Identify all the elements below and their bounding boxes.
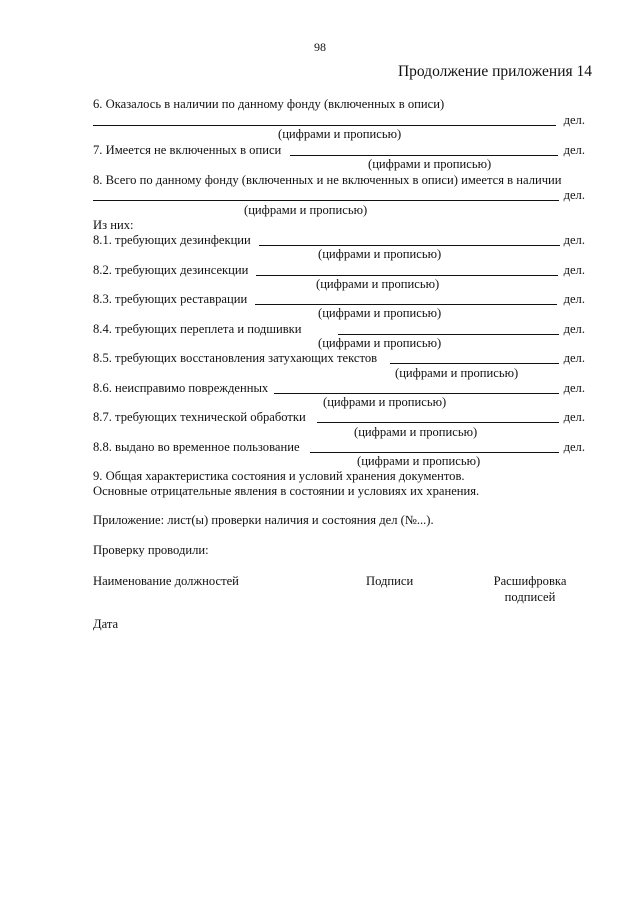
date-label: Дата (93, 617, 119, 631)
item-8-6-label: 8.6. неисправимо поврежденных (93, 381, 269, 395)
item-8-5-field[interactable] (93, 351, 585, 366)
item-8-7-fill-line[interactable] (317, 422, 559, 423)
item-8-7-field[interactable] (93, 410, 585, 425)
column-decoding-line-2: подписей (504, 590, 556, 604)
item-8-2-unit: дел. (563, 263, 585, 277)
item-8-3-field[interactable] (93, 292, 585, 307)
item-8-field[interactable] (93, 188, 585, 203)
item-8-1-field[interactable] (93, 233, 585, 248)
item-8-5-fill-line[interactable] (390, 363, 559, 364)
item-8-hint: (цифрами и прописью) (244, 203, 368, 217)
checked-by-label: Проверку проводили: (93, 543, 209, 557)
item-6-unit: дел. (563, 113, 585, 127)
item-7-fill-line[interactable] (290, 155, 558, 156)
item-8-7-unit: дел. (563, 410, 585, 424)
attachment-note: Приложение: лист(ы) проверки наличия и состояния дел (№...). (93, 513, 434, 527)
item-8-1-fill-line[interactable] (259, 245, 560, 246)
item-9-line-2: Основные отрицательные явления в состоянии и условиях их хранения. (93, 484, 480, 498)
item-8-4-fill-line[interactable] (338, 334, 559, 335)
item-7-field[interactable] (93, 143, 585, 158)
item-6-hint: (цифрами и прописью) (278, 127, 402, 141)
item-8-1-label: 8.1. требующих дезинфекции (93, 233, 251, 247)
item-6-fill-line[interactable] (93, 125, 556, 126)
item-7-unit: дел. (563, 143, 585, 157)
item-7-label: 7. Имеется не включенных в описи (93, 143, 282, 157)
item-8-4-hint: (цифрами и прописью) (318, 336, 442, 350)
column-decoding (476, 573, 584, 605)
item-9-line-1: 9. Общая характеристика состояния и условий хранения документов. (93, 469, 465, 483)
item-8-8-unit: дел. (563, 440, 585, 454)
item-8-2-fill-line[interactable] (256, 275, 558, 276)
item-7-hint: (цифрами и прописью) (368, 157, 492, 171)
item-8-2-hint: (цифрами и прописью) (316, 277, 440, 291)
item-8-7-label: 8.7. требующих технической обработки (93, 410, 306, 424)
item-8-8-fill-line[interactable] (310, 452, 559, 453)
item-8-8-label: 8.8. выдано во временное пользование (93, 440, 300, 454)
item-8-7-hint: (цифрами и прописью) (354, 425, 478, 439)
item-8-4-field[interactable] (93, 322, 585, 337)
item-8-1-unit: дел. (563, 233, 585, 247)
item-8-2-field[interactable] (93, 263, 585, 278)
item-8-3-label: 8.3. требующих реставрации (93, 292, 248, 306)
column-signatures: Подписи (366, 574, 414, 588)
item-8-3-fill-line[interactable] (255, 304, 557, 305)
item-8-6-hint: (цифрами и прописью) (323, 395, 447, 409)
item-6-label: 6. Оказалось в наличии по данному фонду (включенных в описи) (93, 97, 445, 111)
document-heading: Продолжение приложения 14 (397, 63, 592, 80)
column-decoding-line-1: Расшифровка (493, 574, 567, 588)
item-8-5-unit: дел. (563, 351, 585, 365)
item-8-4-label: 8.4. требующих переплета и подшивки (93, 322, 302, 336)
item-8-label: 8. Всего по данному фонду (включенных и не включенных в описи) имеется в наличии (93, 173, 562, 187)
item-8-fill-line[interactable] (93, 200, 559, 201)
item-8-5-label: 8.5. требующих восстановления затухающих текстов (93, 351, 378, 365)
column-positions: Наименование должностей (93, 574, 239, 588)
item-8-3-unit: дел. (563, 292, 585, 306)
item-8-6-unit: дел. (563, 381, 585, 395)
item-8-3-hint: (цифрами и прописью) (318, 306, 442, 320)
page-number: 98 (314, 40, 326, 54)
item-8-2-label: 8.2. требующих дезинсекции (93, 263, 249, 277)
subitems-heading: Из них: (93, 218, 134, 232)
item-8-1-hint: (цифрами и прописью) (318, 247, 442, 261)
item-8-6-field[interactable] (93, 381, 585, 396)
item-8-4-unit: дел. (563, 322, 585, 336)
item-6-field[interactable] (93, 113, 585, 128)
item-8-8-hint: (цифрами и прописью) (357, 454, 481, 468)
item-8-5-hint: (цифрами и прописью) (395, 366, 519, 380)
item-8-unit: дел. (563, 188, 585, 202)
item-8-6-fill-line[interactable] (274, 393, 559, 394)
item-8-8-field[interactable] (93, 440, 585, 455)
